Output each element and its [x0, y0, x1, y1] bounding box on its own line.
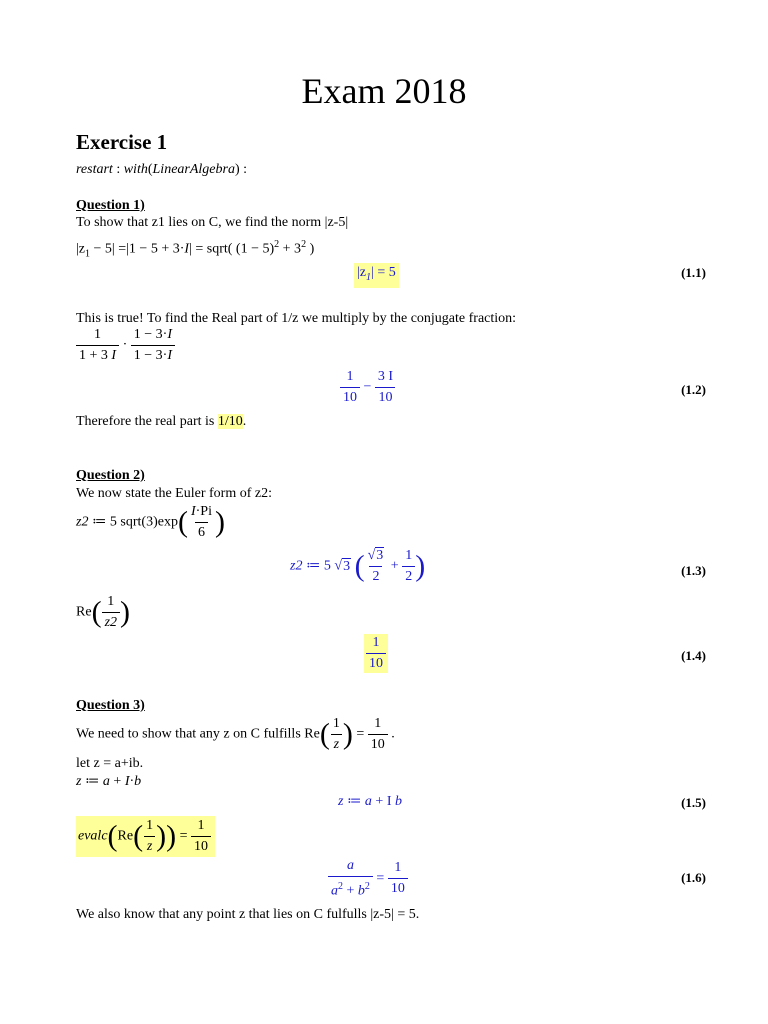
restart-keyword: restart: [76, 162, 113, 177]
output-1-5-assign: ≔: [343, 794, 365, 809]
evalc-function: evalc: [78, 828, 108, 844]
output-1-2-n1: 1: [346, 369, 354, 384]
output-1-2-frac2: [375, 369, 396, 406]
output-1-3-d2: 2: [402, 566, 415, 585]
multiply-dot: ·: [119, 337, 131, 353]
output-1-6-frac: [328, 858, 373, 900]
evalc-rden: 10: [191, 836, 211, 855]
norm-middle: − 5| =|1 − 5 + 3·: [90, 241, 185, 257]
output-1-2-d2: 10: [375, 387, 395, 406]
output-1-6-rfrac: [388, 860, 408, 897]
euler-input[interactable]: z2 ≔ 5 sqrt(3)exp( $\frac{I\cdot Pi}{6}$ ): [76, 504, 225, 540]
with-keyword: with: [123, 162, 148, 177]
question-2-intro: We now state the Euler form of z2:: [76, 486, 272, 501]
output-1-5-z: z: [338, 794, 344, 809]
output-1-1-lhs: |z: [357, 265, 367, 280]
frac1-den-text: 1 + 3: [79, 348, 112, 363]
restart-rparen: ): [234, 162, 240, 177]
norm-imag: I: [184, 241, 190, 257]
frac1-numerator: 1: [94, 327, 102, 342]
output-1-2-n2: 3 I: [377, 369, 394, 384]
re-function: Re: [76, 604, 92, 620]
question-1-heading: Question 1): [76, 198, 145, 213]
output-1-2-minus: −: [360, 379, 375, 395]
euler-exp-num: [188, 504, 215, 522]
page-title: Exam 2018: [301, 71, 467, 111]
output-1-6-sq1: 2: [338, 881, 343, 892]
output-1-6-num: a: [346, 858, 354, 873]
output-1-1-sub: 1: [366, 271, 372, 283]
output-1-3-lhs: z2: [290, 558, 303, 574]
output-1-6-den: [328, 876, 373, 900]
question-2-heading: Question 2): [76, 468, 145, 483]
exercise-heading: Exercise 1: [76, 130, 168, 154]
output-1-4-frac: [366, 635, 386, 672]
q3-intro-rnum: 1: [374, 716, 382, 731]
inner-sqrt-value: 3: [376, 548, 384, 563]
output-1-2-d1: 10: [340, 387, 360, 406]
re-input-den: z2: [102, 612, 120, 631]
evalc-input[interactable]: evalc(Re( $\frac{1}{z}$ )) = $\frac{1}{10}$: [76, 816, 215, 857]
q3-intro-eq: =: [352, 726, 368, 742]
frac1-denominator: [76, 345, 119, 364]
norm-sqrt: | = sqrt( (1 − 5): [189, 241, 275, 257]
output-1-4-den: 10: [366, 653, 386, 672]
equation-label-1-2: (1.2): [681, 382, 706, 397]
z-var: z: [76, 774, 82, 789]
output-1-6-sq2: 2: [364, 881, 370, 892]
frac2-den-text: 1 − 3·: [133, 348, 168, 363]
re-input-frac: [102, 594, 120, 631]
q3-intro-text: We need to show that any z on C fulfills Re: [76, 726, 320, 742]
restart-colon-end: :: [239, 162, 248, 177]
z-assign-op: ≔: [81, 774, 103, 789]
output-1-4: [364, 634, 388, 673]
frac2-num-i: I: [167, 327, 172, 342]
closing-text: We also know that any point z that lies on C fulfulls |z-5| = 5.: [76, 907, 420, 922]
euler-assign: ≔ 5 sqrt(3)exp: [88, 514, 178, 530]
output-1-5-b: b: [394, 794, 402, 809]
output-1-3-plus: +: [387, 558, 403, 574]
conjugate-fraction-input[interactable]: [76, 327, 175, 364]
output-1-6-plus: +: [343, 883, 358, 899]
evalc-num: 1: [146, 818, 154, 833]
output-1-6-den-a: a: [331, 883, 338, 899]
output-1-1: [354, 263, 399, 288]
output-1-3-n2: 1: [405, 548, 413, 563]
output-1-3-frac2: [402, 548, 415, 585]
q3-intro-den: z: [331, 734, 342, 753]
output-1-6-den-b: b: [357, 883, 365, 899]
output-1-5-a: a: [364, 794, 372, 809]
question-3-intro: We need to show that any z on C fulfills Re( $\frac{1}{z}$ ) = $\frac{1}{10}$ .: [76, 716, 395, 752]
equation-label-1-5: (1.5): [681, 795, 706, 810]
conjugate-text: This is true! To find the Real part of 1/z we multiply by the conjugate fraction:: [76, 311, 517, 326]
output-1-3: z2 ≔ 5 √3 ( $\frac{√3}{2}$ + $\frac{1}{2}$ ): [290, 548, 426, 584]
euler-lhs: z2: [76, 514, 89, 530]
output-1-3-assign: ≔ 5: [302, 558, 335, 574]
z-assign-input[interactable]: [76, 774, 141, 790]
q3-intro-num: 1: [332, 716, 340, 731]
euler-exp-den: 6: [195, 522, 208, 541]
output-1-4-num: 1: [372, 635, 380, 650]
q3-intro-rden: 10: [368, 734, 388, 753]
equation-label-1-1: (1.1): [681, 265, 706, 280]
restart-command[interactable]: [76, 162, 247, 178]
evalc-re: Re: [117, 828, 134, 844]
frac2-denominator: [131, 345, 175, 364]
z-dot: ·: [129, 774, 135, 789]
z-plus: +: [109, 774, 125, 789]
q3-intro-period: .: [387, 726, 395, 742]
real-part-period: .: [242, 414, 247, 429]
output-1-5-plus: + I: [371, 794, 395, 809]
frac2-numerator: [131, 327, 175, 345]
output-1-2: [340, 369, 396, 406]
real-part-text: [76, 414, 246, 430]
fraction-one-over-z: [76, 327, 119, 364]
q3-intro-rfrac: [368, 716, 388, 753]
output-1-1-rhs: | = 5: [371, 265, 396, 280]
output-1-3-frac1: [365, 548, 388, 585]
real-part-label: Therefore the real part is: [76, 414, 218, 429]
question-3-heading: Question 3): [76, 698, 145, 713]
z-i: I: [124, 774, 130, 789]
equation-label-1-4: (1.4): [681, 648, 706, 663]
frac1-den-i: I: [111, 348, 117, 363]
fraction-conjugate: [131, 327, 175, 364]
restart-lparen: (: [147, 162, 153, 177]
evalc-den: z: [144, 836, 155, 855]
frac2-den-i: I: [167, 348, 172, 363]
euler-exp-i: I: [190, 504, 196, 519]
equation-label-1-6: (1.6): [681, 870, 706, 885]
norm-input[interactable]: [76, 237, 314, 262]
evalc-eq: =: [176, 828, 191, 844]
q3-intro-frac: [330, 716, 343, 753]
output-1-2-frac1: [340, 369, 360, 406]
question-1-intro: To show that z1 lies on C, we find the norm |z-5|: [76, 215, 349, 230]
evalc-frac: [143, 818, 156, 855]
restart-package: LinearAlgebra: [152, 162, 235, 177]
norm-subscript: 1: [85, 248, 91, 260]
norm-exp1: 2: [274, 239, 280, 250]
output-1-3-d1: 2: [369, 566, 382, 585]
real-part-value: 1/10: [217, 414, 243, 429]
euler-exponent: [188, 504, 215, 541]
z-b: b: [134, 774, 142, 789]
z-a: a: [102, 774, 110, 789]
evalc-rnum: 1: [197, 818, 205, 833]
euler-exp-pi: ·Pi: [195, 504, 212, 519]
norm-exp2: 2: [301, 239, 307, 250]
re-input-num: 1: [107, 594, 115, 609]
output-1-6-rden: 10: [388, 878, 408, 897]
output-1-6-eq: =: [372, 871, 388, 887]
norm-rparen: ): [306, 241, 315, 257]
evalc-rfrac: [191, 818, 211, 855]
output-1-6-rnum: 1: [394, 860, 402, 876]
output-1-3-sqrt3: 3: [343, 558, 351, 574]
frac2-num-text: 1 − 3·: [133, 327, 168, 342]
restart-colon: :: [112, 162, 124, 177]
sqrt-sign: √: [334, 558, 343, 574]
re-input[interactable]: Re( $\frac{1}{z2}$ ): [76, 594, 131, 630]
inner-sqrt-sign: √: [367, 548, 376, 563]
equation-label-1-3: (1.3): [681, 563, 706, 578]
output-1-6: [328, 858, 408, 900]
output-1-5: [338, 794, 402, 810]
norm-lhs: |z: [76, 241, 86, 257]
let-statement: let z = a+ib.: [76, 756, 144, 771]
norm-plus: + 3: [279, 241, 302, 257]
output-1-3-n1: [365, 548, 388, 566]
